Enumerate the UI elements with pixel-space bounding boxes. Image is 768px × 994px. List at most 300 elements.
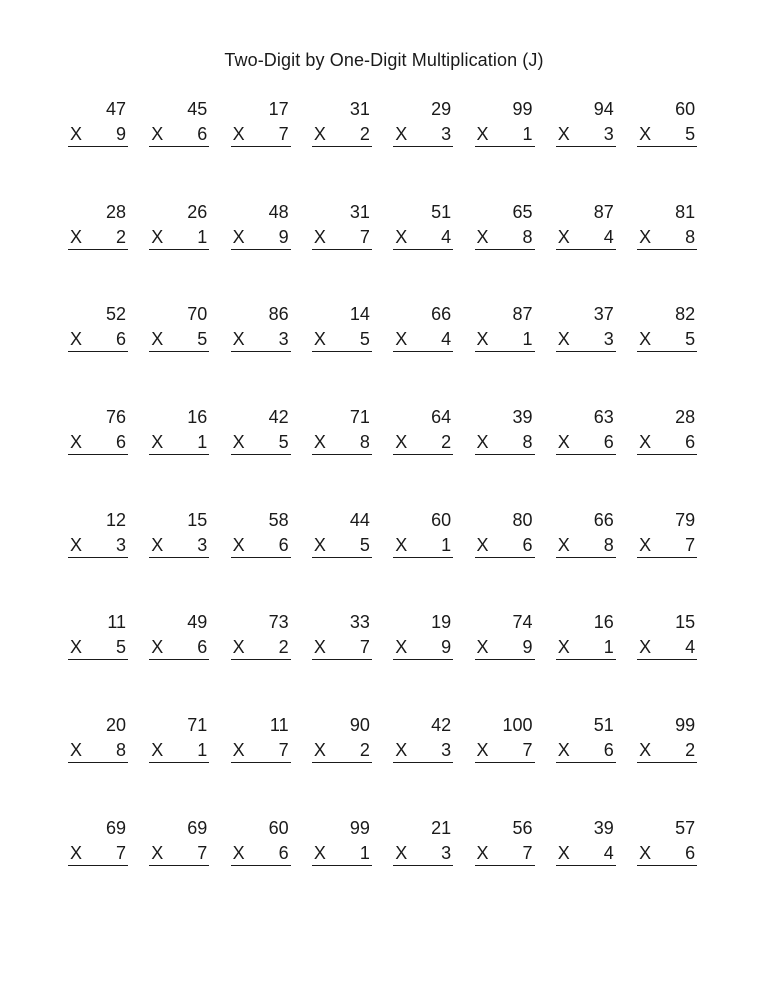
multiplier: 3	[197, 534, 208, 555]
multiplicand: 28	[675, 407, 696, 428]
multiplication-problem	[68, 98, 128, 158]
multiplier: 4	[441, 329, 452, 350]
multiplier: 3	[603, 124, 614, 144]
multiplier: 7	[359, 637, 370, 658]
multiplication-problem	[149, 611, 209, 671]
multiplication-problem	[231, 817, 291, 877]
multiplier: 6	[685, 842, 696, 863]
answer-line	[637, 225, 697, 250]
multiplier: 9	[115, 124, 126, 144]
answer-line	[231, 430, 291, 455]
multiply-sign: X	[476, 329, 489, 350]
multiplier: 7	[115, 842, 126, 863]
multiplier: 1	[197, 226, 208, 247]
answer-line	[231, 841, 291, 866]
multiplication-problem	[637, 509, 697, 569]
multiply-sign: X	[70, 842, 83, 863]
multiplication-problem	[312, 611, 372, 671]
multiplicand: 66	[593, 509, 614, 530]
multiplication-problem	[475, 98, 535, 158]
answer-line	[475, 738, 535, 763]
multiplier: 8	[522, 432, 533, 453]
multiplication-problem	[312, 98, 372, 158]
multiplier: 8	[522, 226, 533, 247]
multiplicand: 21	[431, 817, 452, 838]
multiplicand: 66	[431, 304, 452, 325]
multiply-sign: X	[557, 432, 570, 453]
multiplier: 1	[197, 740, 208, 761]
multiplication-problem	[68, 303, 128, 363]
multiply-sign: X	[313, 842, 326, 863]
multiplication-problem	[393, 611, 453, 671]
multiply-sign: X	[313, 329, 326, 350]
multiplier: 3	[441, 740, 452, 761]
multiplication-problem	[149, 509, 209, 569]
multiply-sign: X	[476, 637, 489, 658]
multiplicand: 42	[268, 407, 289, 428]
multiply-sign: X	[151, 534, 164, 555]
multiplication-problem	[393, 303, 453, 363]
multiplication-problem	[312, 509, 372, 569]
multiply-sign: X	[151, 637, 164, 658]
multiplication-problem	[312, 303, 372, 363]
multiplier: 3	[441, 124, 452, 144]
multiplicand: 15	[675, 612, 696, 633]
multiply-sign: X	[395, 842, 408, 863]
multiplicand: 63	[593, 407, 614, 428]
answer-line	[149, 738, 209, 763]
multiplication-problem	[149, 817, 209, 877]
multiply-sign: X	[151, 432, 164, 453]
multiplicand: 11	[269, 715, 289, 736]
answer-line	[637, 122, 697, 147]
multiplication-problem	[475, 406, 535, 466]
answer-line	[312, 430, 372, 455]
multiplier: 8	[115, 740, 126, 761]
multiplier: 7	[359, 226, 370, 247]
multiplicand: 16	[593, 612, 614, 633]
multiplier: 4	[603, 842, 614, 863]
multiplicand: 79	[675, 509, 696, 530]
answer-line	[68, 327, 128, 352]
multiplication-problem	[68, 201, 128, 261]
multiply-sign: X	[557, 842, 570, 863]
multiplier: 9	[522, 637, 533, 658]
multiply-sign: X	[476, 124, 489, 144]
multiply-sign: X	[639, 329, 652, 350]
multiplication-problem	[637, 201, 697, 261]
multiplicand: 64	[431, 407, 452, 428]
multiplicand: 29	[431, 99, 452, 119]
answer-line	[393, 122, 453, 147]
multiplier: 6	[115, 329, 126, 350]
multiply-sign: X	[476, 226, 489, 247]
problem-row	[68, 98, 700, 201]
multiplier: 8	[685, 226, 696, 247]
multiply-sign: X	[395, 124, 408, 144]
multiplier: 5	[115, 637, 126, 658]
multiply-sign: X	[639, 637, 652, 658]
multiplication-problem	[149, 201, 209, 261]
multiply-sign: X	[70, 432, 83, 453]
answer-line	[231, 635, 291, 660]
multiplier: 5	[685, 124, 696, 144]
multiplicand: 47	[105, 99, 126, 119]
multiplier: 7	[522, 740, 533, 761]
multiplicand: 45	[187, 99, 208, 119]
multiplier: 6	[115, 432, 126, 453]
multiply-sign: X	[232, 226, 245, 247]
problem-row	[68, 303, 700, 406]
multiplication-problem	[312, 714, 372, 774]
multiplicand: 51	[593, 715, 614, 736]
multiplication-problem	[231, 98, 291, 158]
multiplier: 9	[441, 637, 452, 658]
multiplier: 7	[685, 534, 696, 555]
answer-line	[475, 327, 535, 352]
multiply-sign: X	[70, 740, 83, 761]
multiplier: 2	[278, 637, 289, 658]
multiplication-problem	[312, 817, 372, 877]
multiplication-problem	[231, 303, 291, 363]
multiplicand: 60	[675, 99, 696, 119]
multiplier: 5	[359, 534, 370, 555]
multiplication-problem	[556, 98, 616, 158]
multiply-sign: X	[232, 124, 245, 144]
multiplication-problem	[637, 406, 697, 466]
multiplier: 1	[197, 432, 208, 453]
answer-line	[637, 738, 697, 763]
multiply-sign: X	[313, 637, 326, 658]
multiplication-problem	[393, 817, 453, 877]
answer-line	[231, 533, 291, 558]
multiplication-problem	[68, 406, 128, 466]
multiplicand: 11	[107, 612, 126, 633]
problem-grid	[68, 98, 700, 920]
problem-row	[68, 714, 700, 817]
multiply-sign: X	[395, 534, 408, 555]
multiply-sign: X	[476, 842, 489, 863]
multiplication-problem	[231, 509, 291, 569]
answer-line	[637, 841, 697, 866]
multiplier: 7	[278, 124, 289, 144]
multiplication-problem	[556, 714, 616, 774]
multiplication-problem	[475, 611, 535, 671]
answer-line	[637, 327, 697, 352]
multiply-sign: X	[639, 124, 652, 144]
multiply-sign: X	[151, 740, 164, 761]
multiplicand: 49	[187, 612, 208, 633]
multiplier: 1	[441, 534, 452, 555]
multiplier: 6	[685, 432, 696, 453]
multiplicand: 69	[105, 817, 126, 838]
multiplier: 6	[278, 534, 289, 555]
answer-line	[149, 225, 209, 250]
multiplicand: 71	[187, 715, 208, 736]
multiplier: 7	[197, 842, 208, 863]
multiply-sign: X	[557, 637, 570, 658]
answer-line	[393, 738, 453, 763]
answer-line	[68, 533, 128, 558]
multiply-sign: X	[395, 740, 408, 761]
answer-line	[312, 122, 372, 147]
multiplication-problem	[393, 509, 453, 569]
multiply-sign: X	[639, 226, 652, 247]
answer-line	[312, 533, 372, 558]
answer-line	[312, 327, 372, 352]
multiply-sign: X	[151, 124, 164, 144]
multiplicand: 14	[349, 304, 370, 325]
multiplication-problem	[231, 406, 291, 466]
multiply-sign: X	[395, 637, 408, 658]
multiplicand: 76	[105, 407, 126, 428]
multiplier: 6	[197, 124, 208, 144]
answer-line	[149, 841, 209, 866]
multiplicand: 33	[349, 612, 370, 633]
multiplicand: 16	[187, 407, 208, 428]
multiplicand: 73	[268, 612, 289, 633]
multiplicand: 19	[431, 612, 452, 633]
multiplication-problem	[556, 201, 616, 261]
multiplication-problem	[637, 817, 697, 877]
multiplicand: 17	[268, 99, 289, 119]
answer-line	[556, 533, 616, 558]
multiplicand: 60	[268, 817, 289, 838]
multiply-sign: X	[557, 226, 570, 247]
multiplier: 3	[278, 329, 289, 350]
multiplicand: 44	[349, 509, 370, 530]
multiplication-problem	[149, 714, 209, 774]
multiply-sign: X	[639, 534, 652, 555]
answer-line	[68, 635, 128, 660]
worksheet-title: Two-Digit by One-Digit Multiplication (J)	[224, 50, 544, 70]
multiplier: 6	[522, 534, 533, 555]
multiplication-problem	[556, 509, 616, 569]
multiply-sign: X	[639, 740, 652, 761]
answer-line	[475, 225, 535, 250]
answer-line	[393, 327, 453, 352]
multiplier: 1	[359, 842, 370, 863]
multiplication-problem	[149, 303, 209, 363]
multiplier: 7	[522, 842, 533, 863]
multiplier: 8	[359, 432, 370, 453]
multiplication-problem	[475, 303, 535, 363]
multiplication-problem	[312, 201, 372, 261]
multiplier: 4	[603, 226, 614, 247]
answer-line	[68, 225, 128, 250]
multiplication-problem	[68, 714, 128, 774]
multiplication-problem	[68, 817, 128, 877]
multiplication-problem	[637, 714, 697, 774]
multiplication-problem	[231, 201, 291, 261]
multiplicand: 26	[187, 201, 208, 222]
multiplier: 8	[603, 534, 614, 555]
multiplicand: 87	[512, 304, 533, 325]
multiplier: 1	[522, 329, 533, 350]
answer-line	[637, 430, 697, 455]
multiplicand: 57	[675, 817, 696, 838]
problem-row	[68, 509, 700, 612]
answer-line	[393, 533, 453, 558]
problem-row	[68, 201, 700, 304]
multiply-sign: X	[232, 637, 245, 658]
multiplication-problem	[475, 714, 535, 774]
answer-line	[475, 841, 535, 866]
multiplicand: 37	[593, 304, 614, 325]
multiplier: 5	[685, 329, 696, 350]
answer-line	[312, 738, 372, 763]
multiply-sign: X	[232, 534, 245, 555]
multiplication-problem	[149, 98, 209, 158]
multiplier: 5	[359, 329, 370, 350]
answer-line	[556, 327, 616, 352]
multiplicand: 99	[512, 99, 533, 119]
answer-line	[475, 533, 535, 558]
answer-line	[393, 225, 453, 250]
multiplication-problem	[393, 406, 453, 466]
multiplier: 5	[197, 329, 208, 350]
multiplicand: 56	[512, 817, 533, 838]
answer-line	[393, 635, 453, 660]
answer-line	[231, 738, 291, 763]
multiply-sign: X	[70, 637, 83, 658]
multiplication-problem	[475, 201, 535, 261]
multiplier: 2	[359, 740, 370, 761]
answer-line	[556, 225, 616, 250]
multiplicand: 52	[105, 304, 126, 325]
answer-line	[475, 430, 535, 455]
answer-line	[68, 738, 128, 763]
multiplication-problem	[556, 406, 616, 466]
multiplication-problem	[637, 611, 697, 671]
multiplicand: 65	[512, 201, 533, 222]
multiplicand: 82	[675, 304, 696, 325]
multiplication-problem	[68, 611, 128, 671]
multiplication-problem	[68, 509, 128, 569]
multiplier: 3	[441, 842, 452, 863]
multiplicand: 58	[268, 509, 289, 530]
answer-line	[556, 122, 616, 147]
answer-line	[556, 430, 616, 455]
multiply-sign: X	[313, 432, 326, 453]
multiplicand: 80	[512, 509, 533, 530]
multiplier: 2	[441, 432, 452, 453]
multiply-sign: X	[232, 432, 245, 453]
answer-line	[475, 122, 535, 147]
multiply-sign: X	[313, 740, 326, 761]
answer-line	[393, 430, 453, 455]
multiplier: 1	[603, 637, 614, 658]
multiply-sign: X	[639, 842, 652, 863]
answer-line	[637, 635, 697, 660]
multiply-sign: X	[151, 842, 164, 863]
multiply-sign: X	[476, 740, 489, 761]
multiplicand: 69	[187, 817, 208, 838]
answer-line	[149, 430, 209, 455]
multiply-sign: X	[151, 226, 164, 247]
multiply-sign: X	[70, 534, 83, 555]
answer-line	[312, 841, 372, 866]
multiplicand: 20	[105, 715, 126, 736]
multiply-sign: X	[557, 534, 570, 555]
answer-line	[556, 841, 616, 866]
multiplicand: 51	[431, 201, 452, 222]
answer-line	[475, 635, 535, 660]
multiply-sign: X	[70, 124, 83, 144]
multiplier: 2	[359, 124, 370, 144]
multiplication-problem	[393, 201, 453, 261]
multiply-sign: X	[557, 124, 570, 144]
multiply-sign: X	[70, 329, 83, 350]
multiplicand: 48	[268, 201, 289, 222]
multiplicand: 71	[349, 407, 370, 428]
multiplicand: 90	[349, 715, 370, 736]
multiplier: 2	[685, 740, 696, 761]
multiplier: 6	[603, 740, 614, 761]
multiplicand: 31	[349, 99, 370, 119]
multiply-sign: X	[232, 329, 245, 350]
answer-line	[637, 533, 697, 558]
multiplier: 4	[685, 637, 696, 658]
multiplicand: 86	[268, 304, 289, 325]
multiplicand: 31	[349, 201, 370, 222]
multiply-sign: X	[232, 842, 245, 863]
multiply-sign: X	[557, 329, 570, 350]
multiplicand: 39	[593, 817, 614, 838]
multiply-sign: X	[476, 432, 489, 453]
multiplier: 5	[278, 432, 289, 453]
multiply-sign: X	[313, 226, 326, 247]
multiplication-problem	[556, 611, 616, 671]
answer-line	[149, 327, 209, 352]
multiplication-problem	[475, 817, 535, 877]
answer-line	[393, 841, 453, 866]
multiplicand: 99	[675, 715, 696, 736]
multiplication-problem	[149, 406, 209, 466]
multiplier: 6	[278, 842, 289, 863]
problem-row	[68, 817, 700, 920]
multiplication-problem	[393, 714, 453, 774]
multiplier: 2	[115, 226, 126, 247]
multiplicand: 87	[593, 201, 614, 222]
multiply-sign: X	[70, 226, 83, 247]
multiplication-problem	[637, 98, 697, 158]
answer-line	[68, 122, 128, 147]
answer-line	[149, 635, 209, 660]
multiplicand: 60	[431, 509, 452, 530]
multiply-sign: X	[151, 329, 164, 350]
answer-line	[312, 635, 372, 660]
multiply-sign: X	[232, 740, 245, 761]
multiplier: 9	[278, 226, 289, 247]
answer-line	[149, 533, 209, 558]
multiply-sign: X	[395, 329, 408, 350]
answer-line	[556, 738, 616, 763]
multiplicand: 12	[105, 509, 126, 530]
answer-line	[68, 841, 128, 866]
multiplicand: 94	[593, 99, 614, 119]
multiply-sign: X	[476, 534, 489, 555]
multiplication-problem	[231, 714, 291, 774]
multiply-sign: X	[313, 534, 326, 555]
answer-line	[231, 225, 291, 250]
answer-line	[68, 430, 128, 455]
multiply-sign: X	[313, 124, 326, 144]
multiply-sign: X	[395, 432, 408, 453]
multiplication-problem	[637, 303, 697, 363]
multiplicand: 28	[105, 201, 126, 222]
multiplicand: 100	[502, 715, 533, 736]
